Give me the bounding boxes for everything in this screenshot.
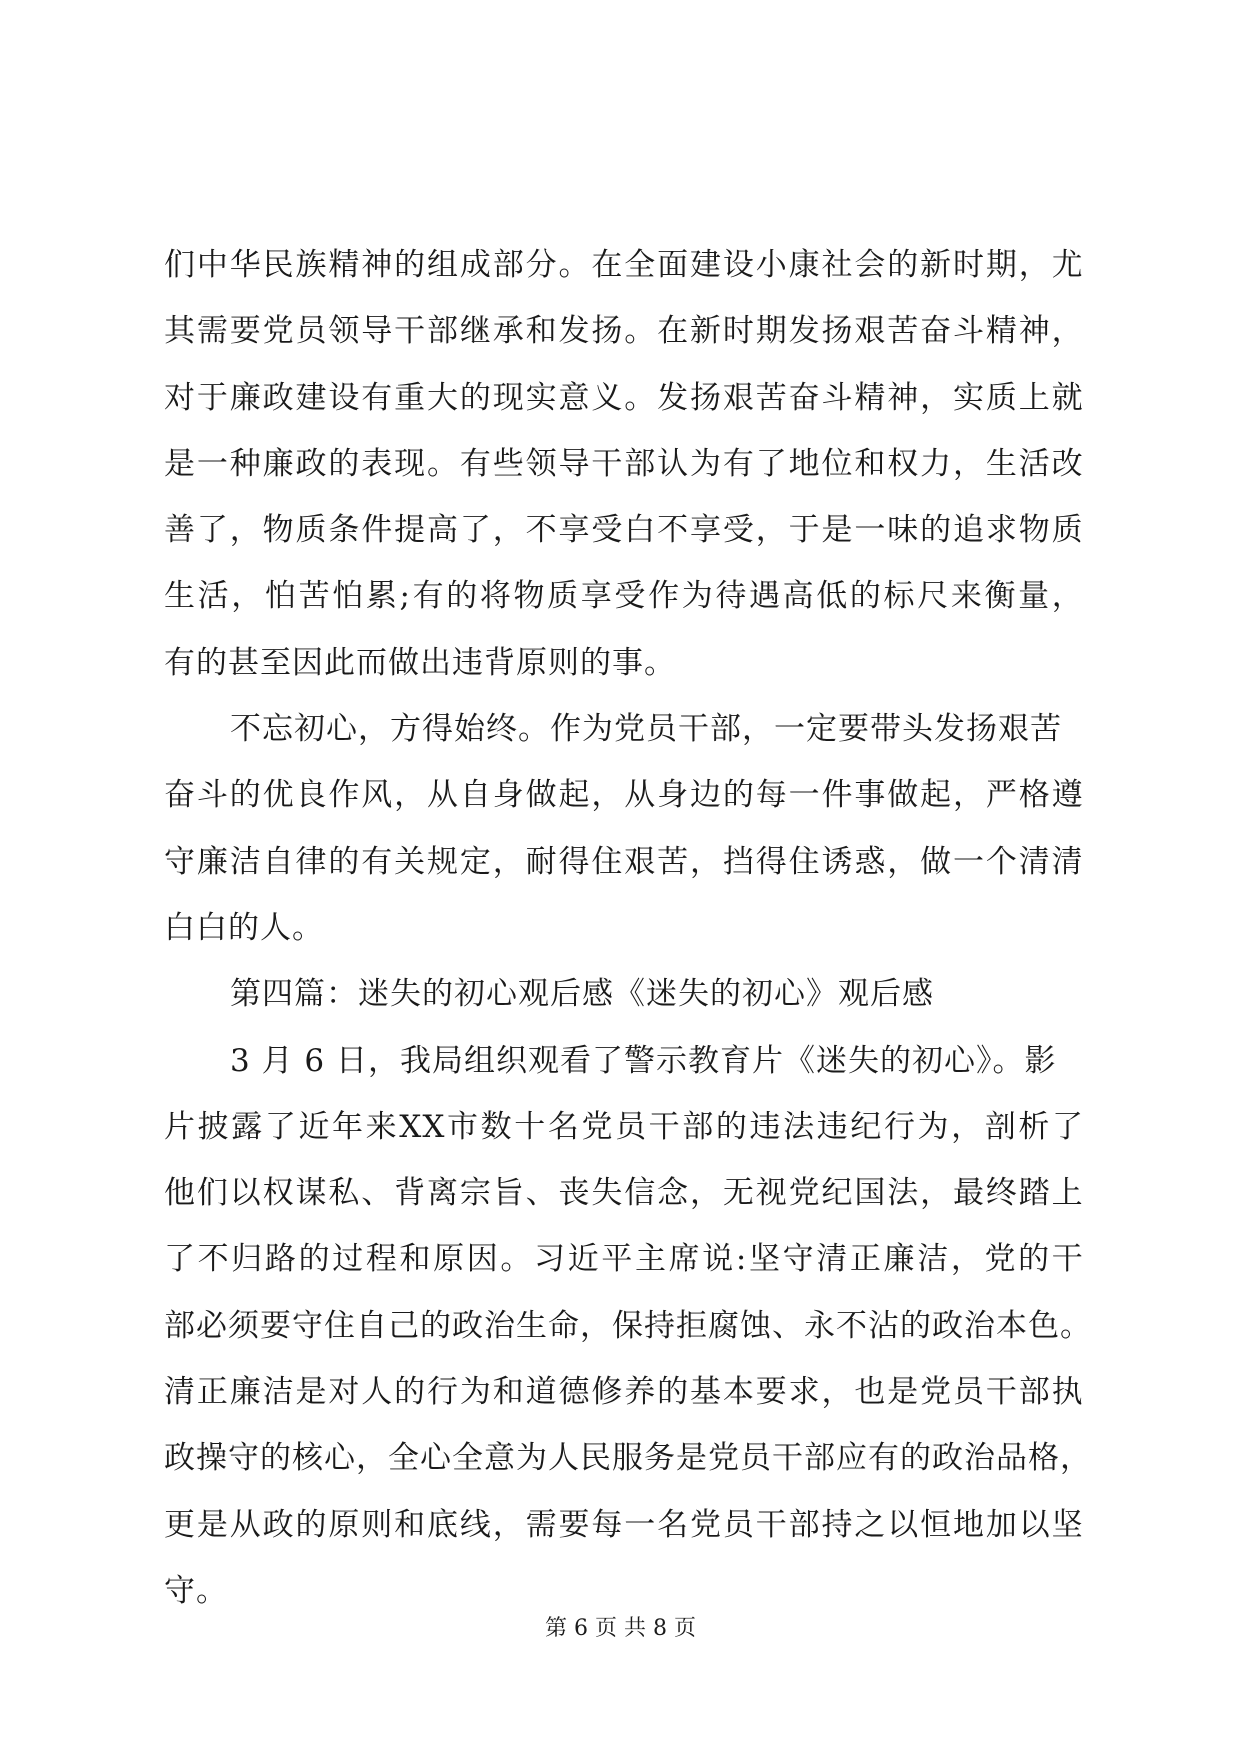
text-line: 守 廉 洁 自 律 的 有 关 规 定 ， 耐 得 住 艰 苦 ， 挡 得 住 诱 惑 ， 做 一 个 清 清: [164, 843, 1084, 880]
text-line: 更 是 从 政 的 原 则 和 底 线 ， 需 要 每 一 名 党 员 干 部 持 之 以 恒 地 加 以 坚: [164, 1506, 1084, 1543]
text-line: 对 于 廉 政 建 设 有 重 大 的 现 实 意 义 。 发 扬 艰 苦 奋 斗 精 神 ， 实 质 上 就: [164, 379, 1084, 416]
text-line: 善 了 ， 物 质 条 件 提 高 了 ， 不 享 受 白 不 享 受 ， 于 是 一 味 的 追 求 物 质: [164, 512, 1084, 549]
text-line: 部 必 须 要 守 住 自 己 的 政 治 生 命 ， 保 持 拒 腐 蚀 、 永 不 沾 的 政 治 本 色 。: [164, 1307, 1092, 1344]
paragraph-start-line: 3 月 6 日，我局组织观看了警示教育片《迷失的初心》。影: [230, 1042, 1057, 1079]
text-line: 了 不 归 路 的 过 程 和 原 因 。 习 近 平 主 席 说 : 坚 守 清 正 廉 洁 ， 党 的 干: [164, 1241, 1084, 1278]
text-line: 片 披 露 了 近 年 来 XX 市 数 十 名 党 员 干 部 的 违 法 违 纪 行 为 ， 剖 析 了: [164, 1108, 1084, 1145]
text-line: 其 需 要 党 员 领 导 干 部 继 承 和 发 扬 。 在 新 时 期 发 扬 艰 苦 奋 斗 精 神 ，: [164, 313, 1084, 350]
text-line: 政 操 守 的 核 心 ， 全 心 全 意 为 人 民 服 务 是 党 员 干 部 应 有 的 政 治 品 格 ，: [164, 1440, 1092, 1477]
text-line: 们 中 华 民 族 精 神 的 组 成 部 分 。 在 全 面 建 设 小 康 社 会 的 新 时 期 ， 尤: [164, 247, 1084, 283]
text-line: 白白的人。: [164, 909, 324, 946]
page-footer: [0, 1614, 1241, 1644]
text-line: 他 们 以 权 谋 私 、 背 离 宗 旨 、 丧 失 信 念 ， 无 视 党 纪 国 法 ， 最 终 踏 上: [164, 1175, 1084, 1212]
text-line: 生 活 ， 怕 苦 怕 累 ; 有 的 将 物 质 享 受 作 为 待 遇 高 低 的 标 尺 来 衡 量 ，: [164, 578, 1084, 615]
document-body: [164, 232, 1092, 1624]
page-number-label: 第 6 页 共 8 页: [545, 1616, 696, 1641]
paragraph-start-line: 不忘初心，方得始终。作为党员干部，一定要带头发扬艰苦: [230, 711, 1062, 748]
text-line: 清 正 廉 洁 是 对 人 的 行 为 和 道 德 修 养 的 基 本 要 求 ， 也 是 党 员 干 部 执: [164, 1374, 1084, 1411]
text-line: 是 一 种 廉 政 的 表 现 。 有 些 领 导 干 部 认 为 有 了 地 位 和 权 力 ， 生 活 改: [164, 445, 1084, 482]
text-line: 守。: [164, 1572, 228, 1609]
section-heading: 第四篇：迷失的初心观后感《迷失的初心》观后感: [230, 976, 934, 1013]
text-line: 奋 斗 的 优 良 作 风 ， 从 自 身 做 起 ， 从 身 边 的 每 一 件 事 做 起 ， 严 格 遵: [164, 777, 1084, 814]
text-line: 有的甚至因此而做出违背原则的事。: [164, 644, 676, 681]
